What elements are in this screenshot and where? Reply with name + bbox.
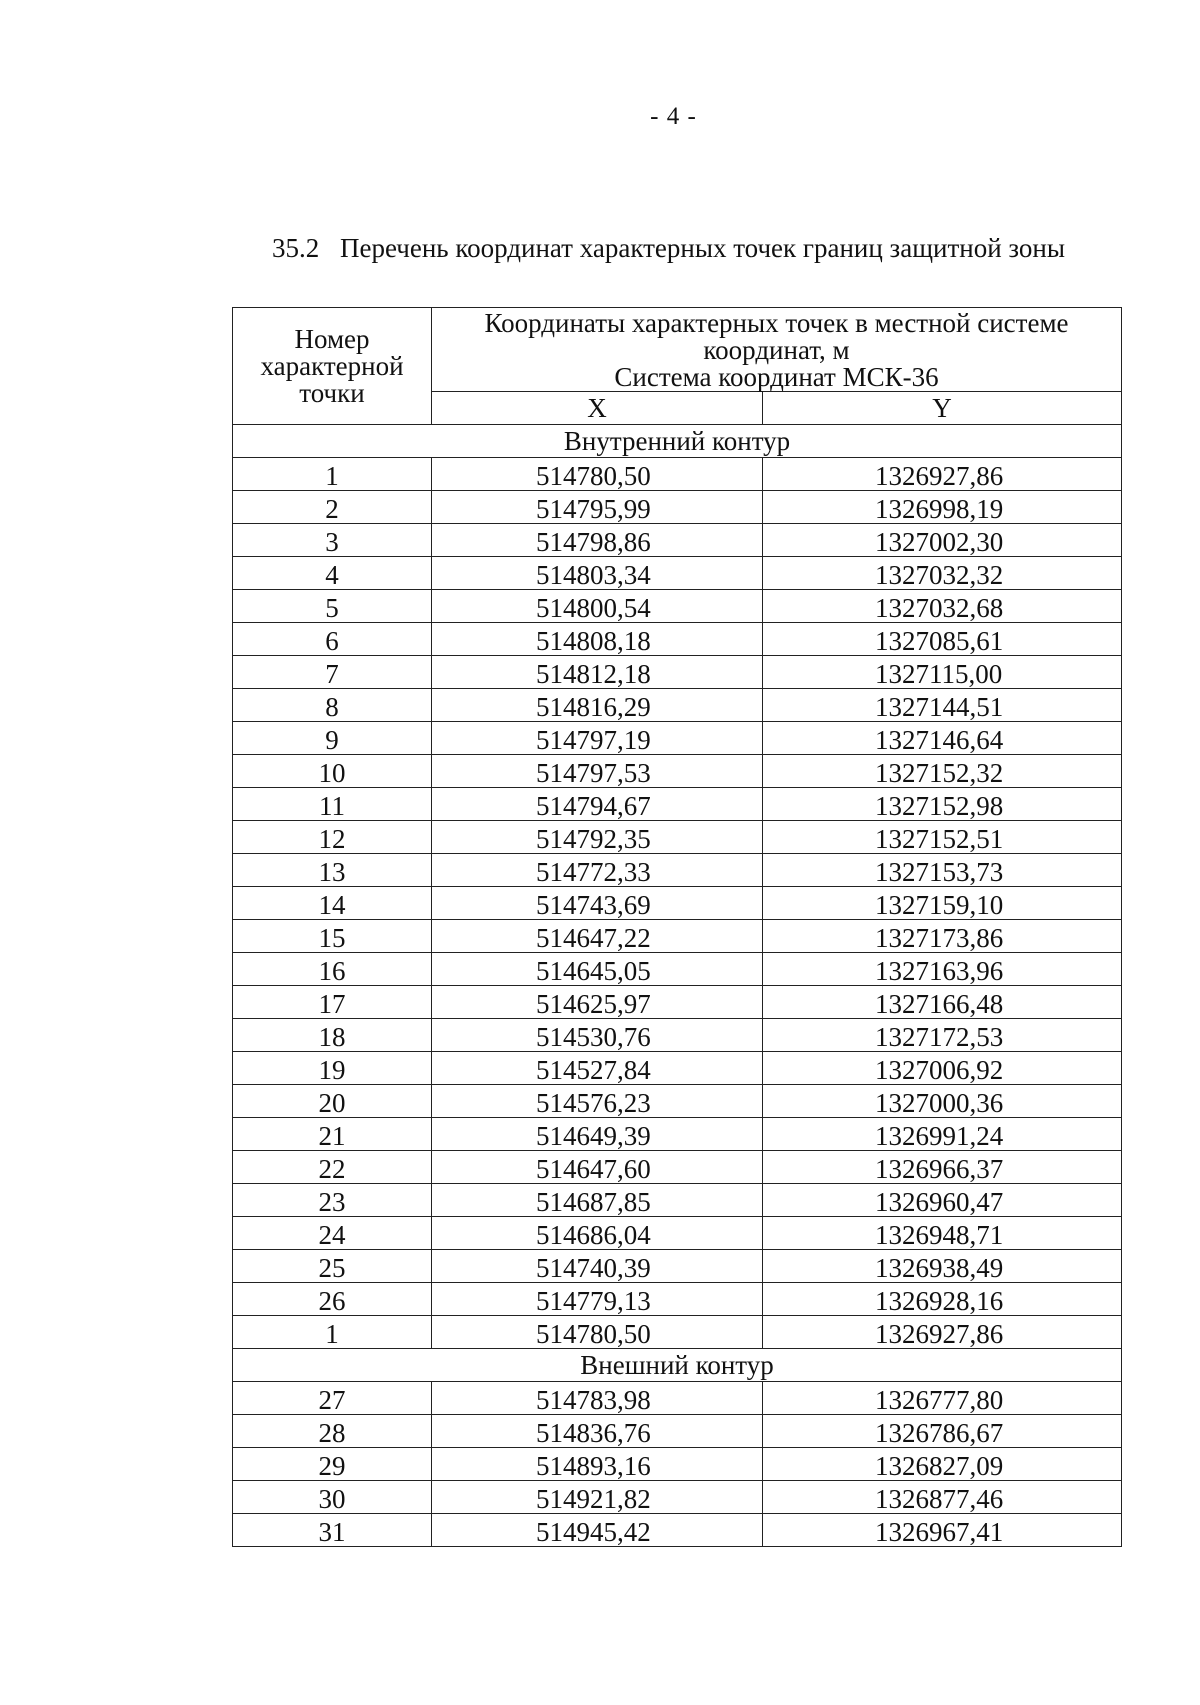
point-number-cell: 15 xyxy=(233,920,432,953)
x-cell: 514772,33 xyxy=(432,854,763,887)
x-cell: 514795,99 xyxy=(432,491,763,524)
y-cell: 1327153,73 xyxy=(763,854,1122,887)
table-row xyxy=(233,1118,1122,1151)
x-cell: 514647,60 xyxy=(432,1151,763,1184)
table-body xyxy=(233,425,1122,1547)
header-y: Y xyxy=(763,392,1122,425)
y-cell: 1326998,19 xyxy=(763,491,1122,524)
x-cell: 514649,39 xyxy=(432,1118,763,1151)
table-row xyxy=(233,623,1122,656)
table-row xyxy=(233,722,1122,755)
y-cell: 1327159,10 xyxy=(763,887,1122,920)
y-cell: 1327032,32 xyxy=(763,557,1122,590)
x-cell: 514797,19 xyxy=(432,722,763,755)
x-cell: 514530,76 xyxy=(432,1019,763,1052)
table-row xyxy=(233,557,1122,590)
table-row xyxy=(233,1415,1122,1448)
page-number: - 4 - xyxy=(650,103,697,130)
table-row xyxy=(233,1283,1122,1316)
point-number-cell: 22 xyxy=(233,1151,432,1184)
point-number-cell: 14 xyxy=(233,887,432,920)
point-number-cell: 21 xyxy=(233,1118,432,1151)
header-x: X xyxy=(432,392,763,425)
x-cell: 514803,34 xyxy=(432,557,763,590)
table-row xyxy=(233,491,1122,524)
x-cell: 514800,54 xyxy=(432,590,763,623)
x-cell: 514780,50 xyxy=(432,458,763,491)
table-row xyxy=(233,821,1122,854)
table-row xyxy=(233,1316,1122,1349)
y-cell: 1327146,64 xyxy=(763,722,1122,755)
x-cell: 514647,22 xyxy=(432,920,763,953)
y-cell: 1327166,48 xyxy=(763,986,1122,1019)
y-cell: 1327085,61 xyxy=(763,623,1122,656)
x-cell: 514812,18 xyxy=(432,656,763,689)
y-cell: 1326991,24 xyxy=(763,1118,1122,1151)
table-row xyxy=(233,656,1122,689)
x-cell: 514945,42 xyxy=(432,1514,763,1547)
point-number-cell: 26 xyxy=(233,1283,432,1316)
table-row xyxy=(233,1085,1122,1118)
x-cell: 514798,86 xyxy=(432,524,763,557)
section-title-text: Перечень координат характерных точек границ защитной зоны xyxy=(340,233,1065,263)
section-heading: Внешний контур xyxy=(233,1349,1122,1382)
x-cell: 514794,67 xyxy=(432,788,763,821)
section-title xyxy=(272,233,1065,264)
table-row xyxy=(233,458,1122,491)
x-cell: 514687,85 xyxy=(432,1184,763,1217)
table-row xyxy=(233,524,1122,557)
point-number-cell: 27 xyxy=(233,1382,432,1415)
table-row xyxy=(233,986,1122,1019)
table-row xyxy=(233,1217,1122,1250)
table-row xyxy=(233,755,1122,788)
table-row xyxy=(233,1481,1122,1514)
table-row xyxy=(233,1184,1122,1217)
table-row xyxy=(233,1382,1122,1415)
y-cell: 1326938,49 xyxy=(763,1250,1122,1283)
point-number-cell: 13 xyxy=(233,854,432,887)
point-number-cell: 31 xyxy=(233,1514,432,1547)
point-number-cell: 9 xyxy=(233,722,432,755)
y-cell: 1327163,96 xyxy=(763,953,1122,986)
table-row xyxy=(233,590,1122,623)
point-number-cell: 4 xyxy=(233,557,432,590)
y-cell: 1326966,37 xyxy=(763,1151,1122,1184)
point-number-cell: 18 xyxy=(233,1019,432,1052)
y-cell: 1327173,86 xyxy=(763,920,1122,953)
y-cell: 1327172,53 xyxy=(763,1019,1122,1052)
table-row xyxy=(233,1151,1122,1184)
point-number-cell: 25 xyxy=(233,1250,432,1283)
section-row xyxy=(233,425,1122,458)
point-number-cell: 24 xyxy=(233,1217,432,1250)
y-cell: 1327152,98 xyxy=(763,788,1122,821)
coordinates-table xyxy=(232,307,1122,1547)
point-number-cell: 29 xyxy=(233,1448,432,1481)
x-cell: 514743,69 xyxy=(432,887,763,920)
table-row xyxy=(233,953,1122,986)
y-cell: 1326948,71 xyxy=(763,1217,1122,1250)
section-number: 35.2 xyxy=(272,233,320,263)
y-cell: 1327032,68 xyxy=(763,590,1122,623)
point-number-cell: 2 xyxy=(233,491,432,524)
point-number-cell: 1 xyxy=(233,458,432,491)
point-number-cell: 1 xyxy=(233,1316,432,1349)
point-number-cell: 6 xyxy=(233,623,432,656)
point-number-cell: 16 xyxy=(233,953,432,986)
y-cell: 1327152,32 xyxy=(763,755,1122,788)
x-cell: 514780,50 xyxy=(432,1316,763,1349)
x-cell: 514893,16 xyxy=(432,1448,763,1481)
point-number-cell: 23 xyxy=(233,1184,432,1217)
table-row xyxy=(233,689,1122,722)
point-number-cell: 12 xyxy=(233,821,432,854)
section-row xyxy=(233,1349,1122,1382)
point-number-cell: 7 xyxy=(233,656,432,689)
table-row xyxy=(233,1052,1122,1085)
section-heading: Внутренний контур xyxy=(233,425,1122,458)
y-cell: 1326960,47 xyxy=(763,1184,1122,1217)
x-cell: 514779,13 xyxy=(432,1283,763,1316)
header-point-number: Номер характерной точки xyxy=(233,308,432,425)
table-row xyxy=(233,1448,1122,1481)
y-cell: 1326877,46 xyxy=(763,1481,1122,1514)
table-row xyxy=(233,854,1122,887)
x-cell: 514836,76 xyxy=(432,1415,763,1448)
point-number-cell: 11 xyxy=(233,788,432,821)
point-number-cell: 3 xyxy=(233,524,432,557)
point-number-cell: 30 xyxy=(233,1481,432,1514)
table-row xyxy=(233,1019,1122,1052)
point-number-cell: 17 xyxy=(233,986,432,1019)
x-cell: 514625,97 xyxy=(432,986,763,1019)
table-row xyxy=(233,887,1122,920)
y-cell: 1327144,51 xyxy=(763,689,1122,722)
x-cell: 514576,23 xyxy=(432,1085,763,1118)
x-cell: 514740,39 xyxy=(432,1250,763,1283)
x-cell: 514816,29 xyxy=(432,689,763,722)
y-cell: 1327006,92 xyxy=(763,1052,1122,1085)
header-coordinates: Координаты характерных точек в местной системе координат, м Система координат МСК-36 xyxy=(432,308,1122,392)
x-cell: 514686,04 xyxy=(432,1217,763,1250)
point-number-cell: 8 xyxy=(233,689,432,722)
table-row xyxy=(233,788,1122,821)
x-cell: 514921,82 xyxy=(432,1481,763,1514)
point-number-cell: 20 xyxy=(233,1085,432,1118)
table-row xyxy=(233,920,1122,953)
x-cell: 514645,05 xyxy=(432,953,763,986)
y-cell: 1326927,86 xyxy=(763,458,1122,491)
x-cell: 514792,35 xyxy=(432,821,763,854)
y-cell: 1326967,41 xyxy=(763,1514,1122,1547)
x-cell: 514527,84 xyxy=(432,1052,763,1085)
x-cell: 514808,18 xyxy=(432,623,763,656)
y-cell: 1327000,36 xyxy=(763,1085,1122,1118)
point-number-cell: 19 xyxy=(233,1052,432,1085)
y-cell: 1326777,80 xyxy=(763,1382,1122,1415)
y-cell: 1326927,86 xyxy=(763,1316,1122,1349)
y-cell: 1327152,51 xyxy=(763,821,1122,854)
y-cell: 1326827,09 xyxy=(763,1448,1122,1481)
table-row xyxy=(233,1514,1122,1547)
y-cell: 1327115,00 xyxy=(763,656,1122,689)
point-number-cell: 10 xyxy=(233,755,432,788)
table-row xyxy=(233,1250,1122,1283)
point-number-cell: 28 xyxy=(233,1415,432,1448)
x-cell: 514797,53 xyxy=(432,755,763,788)
y-cell: 1326786,67 xyxy=(763,1415,1122,1448)
x-cell: 514783,98 xyxy=(432,1382,763,1415)
point-number-cell: 5 xyxy=(233,590,432,623)
y-cell: 1327002,30 xyxy=(763,524,1122,557)
y-cell: 1326928,16 xyxy=(763,1283,1122,1316)
